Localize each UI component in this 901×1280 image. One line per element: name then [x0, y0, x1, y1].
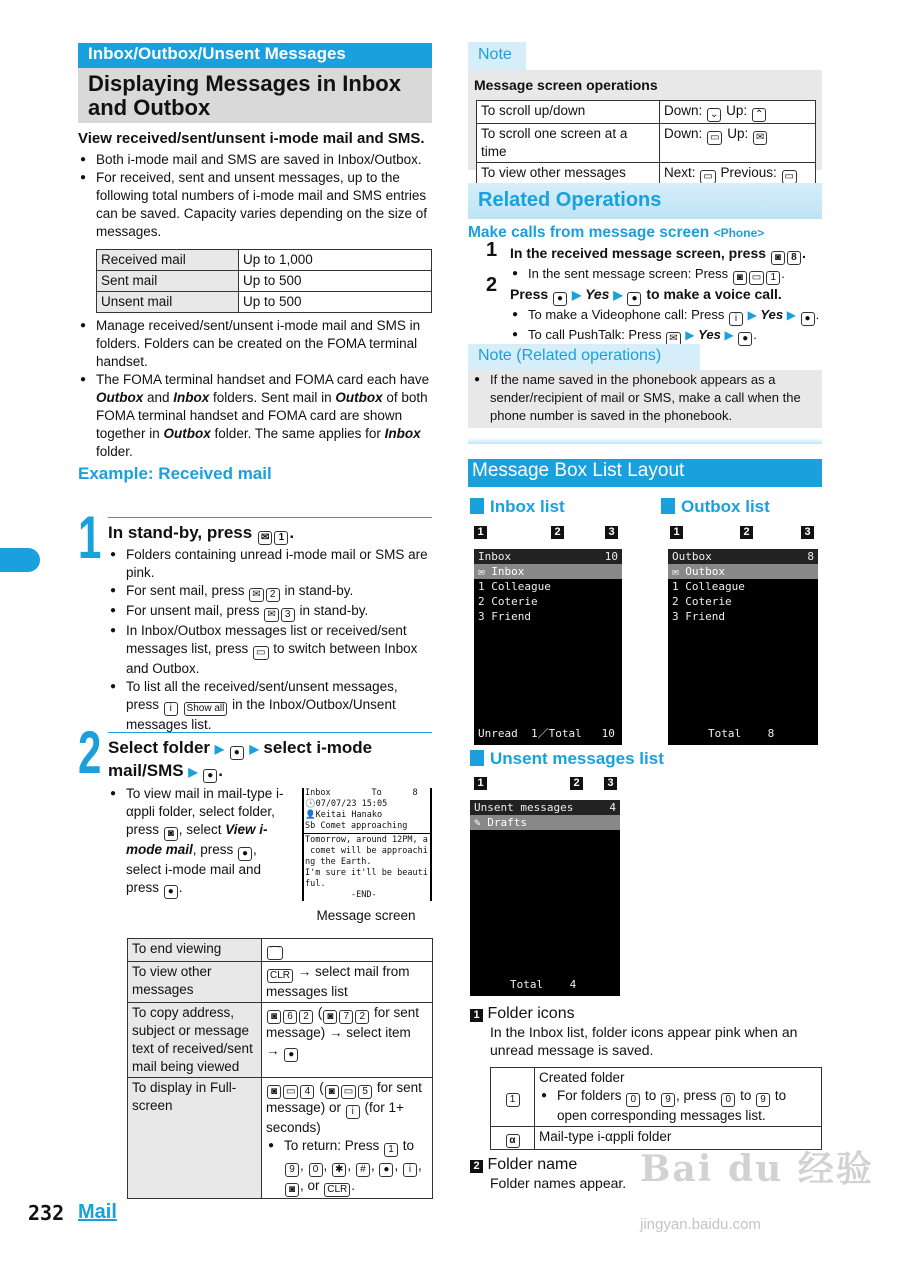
key-icon: 1: [766, 271, 780, 285]
iappli-folder-icon: [491, 1127, 535, 1150]
cell: To display in Full-screen: [128, 1078, 262, 1199]
folder-name: Coterie: [491, 595, 538, 608]
related-subheading: Make calls from message screen: [468, 224, 710, 241]
folder-row[interactable]: [668, 579, 818, 594]
unsent-list-heading: Unsent messages list: [490, 749, 664, 768]
key-icon: 0: [309, 1163, 323, 1177]
folder-icon: ✎: [474, 816, 481, 829]
folder-icon-table: [490, 1067, 822, 1150]
step1-title: In stand-by, press ✉ 1 .: [108, 523, 295, 543]
folder-row[interactable]: [668, 609, 818, 624]
screen-divider: [304, 833, 430, 834]
key-icon: ✉: [249, 588, 263, 602]
folder-row[interactable]: [474, 594, 622, 609]
key-icon: ●: [284, 1048, 298, 1062]
arrow-icon: ▶: [685, 328, 695, 342]
cell: Up to 500: [239, 271, 432, 292]
folder-name: Colleague: [685, 580, 745, 593]
screen-count: 10: [604, 550, 618, 563]
key-icon: 4: [300, 1085, 314, 1099]
bullet: ● For folders 0 to 9 , press 0 to 9 to open corresponding messages list.: [539, 1087, 817, 1125]
folder-icon: 1: [672, 580, 679, 593]
key-icon: ●: [164, 885, 178, 899]
folder-name: Colleague: [491, 580, 551, 593]
key-icon: ▭: [707, 131, 722, 145]
folder-row[interactable]: [474, 564, 622, 579]
screen-line: 👤Keitai Hanako: [305, 810, 383, 820]
outbox-list-heading: Outbox list: [681, 497, 770, 516]
folder-row[interactable]: [474, 579, 622, 594]
bullet: ● In Inbox/Outbox messages list or received/sent messages list, press ▭ to switch between Inbox and Outbox.: [108, 622, 432, 678]
arrow-icon: ▶: [786, 308, 796, 322]
note-tab: Note: [468, 42, 526, 70]
key-icon: 5: [358, 1085, 372, 1099]
key-icon: 7: [339, 1010, 353, 1024]
page-title: Displaying Messages in Inbox and Outbox: [78, 68, 432, 123]
bullet: ● To make a Videophone call: Press i ▶ Yes ▶ ● .: [510, 306, 828, 326]
cell: Next: ▭ Previous: ▭: [660, 163, 816, 186]
key-icon: ✱: [332, 1163, 346, 1177]
icon-glyph: α: [506, 1134, 520, 1148]
key-icon: ●: [230, 746, 244, 760]
square-bullet-icon: [470, 498, 484, 514]
callout-3: 3: [605, 526, 618, 539]
arrow-icon: ▶: [571, 288, 582, 302]
folder-row[interactable]: [668, 594, 818, 609]
screen-line: ful.: [305, 879, 326, 889]
layout-header: Message Box List Layout: [468, 459, 822, 487]
note2-tab: Note (Related operations): [468, 344, 700, 370]
key-icon: i: [403, 1163, 417, 1177]
key-icon: ⌒: [267, 946, 283, 960]
screen-line: 🕒07/07/23 15:05: [305, 799, 388, 809]
key-icon: ▭: [341, 1085, 356, 1099]
key-icon: ▭: [253, 646, 268, 660]
bullet: ● To call PushTalk: Press ✉ ▶ Yes ▶ ● .: [510, 326, 828, 346]
page-number: 232: [28, 1201, 65, 1225]
screen-count: 4: [609, 801, 616, 814]
key-icon: ●: [738, 332, 752, 346]
icon-glyph: 1: [506, 1093, 520, 1107]
message-screen-image: [302, 788, 432, 901]
side-tab: [0, 548, 40, 572]
key-icon: 2: [299, 1010, 313, 1024]
key-icon: 3: [281, 608, 295, 622]
folder-name: Outbox: [685, 565, 725, 578]
key-icon: ◙: [323, 1010, 337, 1024]
cell: [262, 939, 433, 962]
footer-section-link[interactable]: Mail: [78, 1201, 117, 1223]
related-operations-header: Related Operations: [468, 183, 822, 219]
cell: Sent mail: [97, 271, 239, 292]
inbox-screen: [474, 549, 622, 745]
folder-row[interactable]: [470, 815, 620, 830]
key-icon: 9: [661, 1093, 675, 1107]
folder-name: Friend: [491, 610, 531, 623]
outbox-screen: [668, 549, 818, 745]
bullet: ● Manage received/sent/unsent i-mode mail and SMS in folders. Folders can be created on the FOMA terminal handset.: [78, 317, 432, 371]
bullet: ● For unsent mail, press ✉ 3 in stand-by.: [108, 602, 432, 622]
key-icon: 9: [756, 1093, 770, 1107]
screen-line: Tomorrow, around 12PM, a: [305, 835, 428, 845]
key-icon: ✉: [666, 332, 680, 346]
screen-line: Inbox To 8: [305, 788, 418, 798]
section-label: Inbox/Outbox/Unsent Messages: [78, 43, 432, 68]
desc2-text: Folder names appear.: [490, 1175, 627, 1191]
screen-title: Outbox: [672, 550, 712, 563]
key-icon: ⌄: [707, 108, 721, 122]
folder-icon: 3: [672, 610, 679, 623]
cell-text: ◙ ▭ 4 ( ◙ ▭ 5 for sent message) or i (for 1+ seconds): [266, 1080, 422, 1135]
note-box: [468, 70, 822, 182]
callout-3: 3: [604, 777, 617, 790]
key-icon: Show all: [184, 702, 228, 716]
cell: CLR → select mail from messages list: [262, 962, 433, 1003]
folder-name: Friend: [685, 610, 725, 623]
cell: To view other messages: [128, 962, 262, 1003]
unsent-screen: [470, 800, 620, 996]
key-icon: ●: [203, 769, 217, 783]
key-icon: CLR: [324, 1183, 350, 1197]
callout-2: 2: [740, 526, 753, 539]
key-icon: 9: [285, 1163, 299, 1177]
capacity-table: [96, 249, 432, 313]
step-number: 1: [78, 504, 102, 571]
cell: To scroll one screen at a time: [477, 124, 660, 163]
key-icon: 6: [283, 1010, 297, 1024]
folder-name: Inbox: [491, 565, 525, 578]
key-icon: ◙: [771, 251, 785, 265]
square-bullet-icon: [470, 750, 484, 766]
folder-icon: 2: [672, 595, 679, 608]
callout-3: 3: [801, 526, 814, 539]
cell: Up to 1,000: [239, 250, 432, 271]
key-icon: ◙: [267, 1085, 281, 1099]
cell: Mail-type i-αppli folder: [535, 1127, 822, 1150]
intro-bullet: ● Both i-mode mail and SMS are saved in Inbox/Outbox.: [78, 151, 432, 169]
cell: Down: ⌄ Up: ⌃: [660, 101, 816, 124]
key-icon: ◙: [733, 271, 747, 285]
operations-table: [127, 938, 433, 1199]
baidu-watermark: Bai du 经验: [640, 1148, 874, 1190]
screen-line: I'm sure it'll be beauti: [305, 868, 428, 878]
step-number: 1: [486, 239, 498, 261]
cell: Up to 500: [239, 292, 432, 313]
step-number: 2: [486, 274, 498, 296]
desc1-title: Folder icons: [487, 1005, 575, 1022]
callout-1: 1: [670, 526, 683, 539]
intro-lead: View received/sent/unsent i-mode mail and SMS.: [78, 130, 425, 147]
key-icon: ◙: [285, 1183, 299, 1197]
cell: Received mail: [97, 250, 239, 271]
arrow-icon: ▶: [188, 765, 198, 779]
key-icon: 2: [266, 588, 280, 602]
note-table: [476, 100, 816, 186]
cell: To copy address, subject or message text of received/sent mail being viewed: [128, 1003, 262, 1078]
key-icon: ◙: [267, 1010, 281, 1024]
screen-line: ng the Earth.: [305, 857, 372, 867]
key-icon: ✉: [753, 131, 767, 145]
desc2-title: Folder name: [487, 1156, 578, 1173]
key-icon: ●: [801, 312, 815, 326]
bullet: ● The FOMA terminal handset and FOMA card each have Outbox and Inbox folders. Sent mail in Outbox of both FOMA terminal handset and FOMA card are shown together in Outbox folder. The same applies for Inbox folder.: [78, 371, 432, 461]
key-icon: 2: [355, 1010, 369, 1024]
related-step2: Press ● ▶ Yes ▶ ● to make a voice call.: [510, 286, 782, 304]
cell: To end viewing: [128, 939, 262, 962]
cell: To view other messages: [477, 163, 660, 186]
arrow-icon: ▶: [724, 328, 734, 342]
key-icon: ✉: [264, 608, 278, 622]
intro-bullet: ● For received, sent and unsent messages, up to the following total numbers of i-mode mail and SMS entries can be saved. Capacity varies depending on the size of messages.: [78, 169, 432, 241]
folder-icon: 3: [478, 610, 485, 623]
square-bullet-icon: [661, 498, 675, 514]
key-icon: ●: [553, 292, 567, 306]
callout-1: 1: [470, 1009, 483, 1022]
arrow-icon: ▶: [613, 288, 623, 302]
callout-2: 2: [470, 1160, 483, 1173]
key-icon: 8: [787, 251, 801, 265]
divider: [468, 438, 822, 444]
key-icon: ⌃: [752, 108, 766, 122]
cell: Down: ▭ Up: ✉: [660, 124, 816, 163]
callout-2: 2: [551, 526, 564, 539]
key-icon: ●: [238, 847, 252, 861]
key-icon: 0: [626, 1093, 640, 1107]
screen-footer: Unread 1／Total 10: [478, 727, 615, 740]
bullet: ● To list all the received/sent/unsent messages, press i Show all in the Inbox/Outbox/Unsent messages list.: [108, 678, 432, 734]
folder-icon: 2: [478, 595, 485, 608]
screen-title: Inbox: [478, 550, 512, 563]
key-icon: ●: [379, 1163, 393, 1177]
key-icon: ◙: [164, 827, 178, 841]
callout-1: 1: [474, 526, 487, 539]
inbox-list-heading: Inbox list: [490, 497, 565, 516]
key-icon: 0: [721, 1093, 735, 1107]
key-icon: i: [346, 1105, 360, 1119]
phone-tag: <Phone>: [713, 226, 765, 240]
arrow-icon: ▶: [214, 742, 224, 756]
key-icon: ●: [627, 292, 641, 306]
bullet: ● In the sent message screen: Press ◙ ▭ 1 .: [510, 265, 828, 285]
screen-count: 8: [807, 550, 814, 563]
watermark-url: jingyan.baidu.com: [640, 1216, 761, 1233]
bullet: ● If the name saved in the phonebook appears as a sender/recipient of mail or SMS, make a call when the phone number is saved in the phonebook.: [472, 371, 818, 425]
key-icon: i: [164, 702, 178, 716]
callout-1: 1: [474, 777, 487, 790]
cell: ◙ 6 2 ( ◙ 7 2 for sent message) → select item → ●: [262, 1003, 433, 1078]
screen-line: Sb Comet approaching: [305, 821, 408, 831]
key-icon: ▭: [782, 170, 797, 184]
folder-icon: ✉: [672, 565, 679, 578]
cell: [535, 1068, 822, 1127]
row-title: Created folder: [539, 1070, 625, 1085]
key-icon: ▭: [749, 271, 764, 285]
example-heading: Example: Received mail: [78, 464, 272, 483]
note-heading: Message screen operations: [474, 77, 658, 93]
bullet: ● For sent mail, press ✉ 2 in stand-by.: [108, 582, 432, 602]
screen-line: comet will be approachi: [305, 846, 428, 856]
bullet: ● Folders containing unread i-mode mail or SMS are pink.: [108, 546, 432, 582]
folder-number-icon: [491, 1068, 535, 1127]
key-icon: 1: [384, 1143, 398, 1157]
cell: To scroll up/down: [477, 101, 660, 124]
step-number: 2: [78, 719, 102, 786]
key-icon: #: [356, 1163, 370, 1177]
folder-icon: ✉: [478, 565, 485, 578]
key-icon: i: [729, 312, 743, 326]
key-icon: ▭: [700, 170, 715, 184]
screen-footer: Total 4: [510, 978, 577, 991]
key-icon: 1: [274, 531, 288, 545]
folder-row[interactable]: [668, 564, 818, 579]
step2-title: Select folder ▶ ● ▶ select i-mode mail/SMS ▶ ● .: [108, 738, 373, 781]
key-icon: ✉: [258, 531, 272, 545]
screen-footer: Total 8: [708, 727, 775, 740]
screen-title: Unsent messages: [474, 801, 574, 814]
arrow-icon: ▶: [249, 742, 259, 756]
folder-name: Drafts: [487, 816, 527, 829]
folder-icon: 1: [478, 580, 485, 593]
message-screen-caption: Message screen: [316, 908, 416, 923]
key-icon: CLR: [267, 969, 293, 983]
key-icon: ◙: [325, 1085, 339, 1099]
desc1-text: In the Inbox list, folder icons appear pink when an unread message is saved.: [490, 1024, 798, 1058]
callout-2: 2: [570, 777, 583, 790]
cell: Unsent mail: [97, 292, 239, 313]
cell: [262, 1078, 433, 1199]
folder-name: Coterie: [685, 595, 732, 608]
note2-box: [468, 370, 822, 428]
related-step1: In the received message screen, press ◙ 8 .: [510, 245, 806, 263]
key-icon: ▭: [283, 1085, 298, 1099]
arrow-icon: ▶: [747, 308, 757, 322]
screen-line: -END-: [305, 890, 377, 900]
folder-row[interactable]: [474, 609, 622, 624]
bullet: ● To return: Press 1 to 9 , 0 , ✱ , # , ● , i , ◙ , or CLR .: [266, 1137, 428, 1197]
bullet: ● To view mail in mail-type i-αppli folder, select folder, press ◙ , select View i-mode mail, press ● , select i-mode mail and press ● .: [108, 785, 288, 899]
